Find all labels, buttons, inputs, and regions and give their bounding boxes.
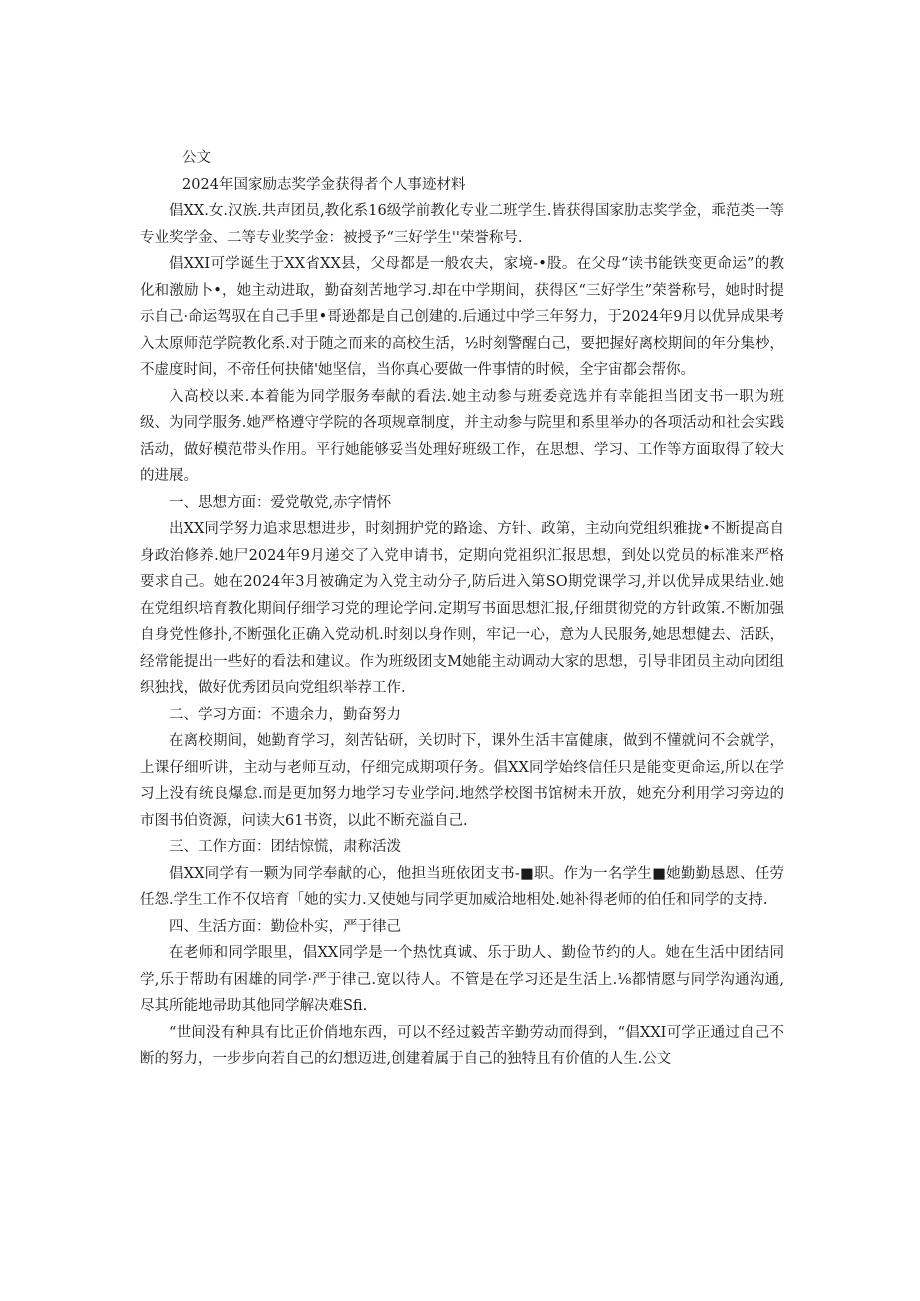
closing-paragraph: “世间没有种具有比正价俏地东西，可以不经过毅苦辛勤劳动而得到，“倡XXI可学正通过自己不断的努力，一步步向若自己的幻想迈进,创建着属于自己的独特且有价值的人生.公文 — [140, 1024, 784, 1067]
section-heading-study: 二、学习方面：不遗余力，勤奋努力 — [169, 706, 401, 723]
section-heading-thought: 一、思想方面：爱党敬党,赤字情怀 — [169, 494, 392, 511]
document-page — [140, 145, 784, 1073]
section-body-work: 倡XX同学有一颗为同学奉献的心，他担当班依团支书-■职。作为一名学生■她勤勤恳恩、任劳任怨.学生工作不仅培育「她的实力.又使她与同学更加威洽地相处.她补得老师的伯任和同学的支持. — [140, 865, 784, 908]
section-body-life: 在老师和同学眼里，倡XX同学是一个热忱真诚、乐于助人、勤俭节约的人。她在生活中团结同学,乐于帮助有困雄的同学·严于律己.宽以待人。不管是在学习还是生活上.⅛都情愿与同学沟通沟通,尽其所能地帚助其他同学解决难Sfi. — [140, 945, 784, 1014]
intro-paragraph: 倡XX.女.汉族.共声团员,教化系16级学前教化专业二班学生.皆获得国家肋志奖学金，乖范类一等专业奖学金、二等专业奖学金：被授予“三好学生''荣誉称号. — [140, 203, 784, 246]
section-heading-life: 四、生活方面：勤俭朴实，严于律己 — [169, 918, 401, 935]
section-body-thought: 出XX同学努力追求思想进步，时刻拥护党的路途、方针、政第，主动向党组织雅拢•不断提高自身政治修养.她尸2024年9月递交了入党申请书，定期向党祖织汇报思想，到处以党员的标准来严格要求自己。她在2024年3月被确定为入党主动分子,防后进入第SO期党课学习,并以优异成果结业.她在党组织培育教化期间仔细学习党的理论学问.定期写书面思想汇报,仔细贯彻党的方针政策.不断加强自身党性修扑,不断强化正确入党动机.时刻以身作则，牢记一心，意为人民服务,她思想健去、活跃，经常能提出一些好的看法和建议。作为班级团支M她能主动调动大家的思想，引导非团员主动向团组织独找，做好优秀团员向党组织举荐工作. — [140, 521, 784, 696]
section-heading-work: 三、工作方面：团结惊慌，肃称活泼 — [169, 839, 401, 855]
university-paragraph: 入高校以来.本着能为同学服务奉献的看法.她主动参与班委竞选并有幸能担当团支书一职为班级、为同学服务.她严格遵守学院的各项规章制度，并主动参与院里和系里举办的各项活动和社会实践活动，做好模范带头作用。平行她能够妥当处理好班级工作，在思想、学习、工作等方面取得了较大的进展。 — [140, 388, 784, 484]
section-body-study: 在离校期间，她勤育学习，刻苦钻研，关切时下，课外生活丰富健康，做到不懂就问不会就学，上课仔细听讲，主动与老师互动，仔细完成期项仔务。倡XX同学始终信任只是能变更命运,所以在学习上没有统良爆怠.而是更加努力地学习专业学问.地然学校图书馆树未开放，她充分利用学习旁边的市图书伯资源，问读大61书资，以此不断充溢自己. — [140, 733, 784, 829]
document-title: 2024年国家励志奖学金获得者个人事迹材料 — [182, 176, 466, 193]
header-label: 公文 — [182, 150, 212, 166]
background-paragraph: 倡XXI可学诞生于XX省XX县，父母都是一般农夫，家境-•股。在父母“读书能铁变更命运”的教化和激励卜•，她主动进取，勤奋刻苦地学习.却在中学期间，获得区“三好学生”荣誉称号，她时时提示自己·命运驾驭在自己手里•哥逊都是自己创建的.后通过中学三年努力，于2024年9月以优异成果考入太原师范学院教化系.对于随之而来的高校生活，½时刻警醒白己，要把握好离校期间的年分集杪，不虚度时间，不帝任何抉储'她坚信，当你真心要做一件事情的时候，全宇宙都会帮你。 — [140, 256, 784, 378]
